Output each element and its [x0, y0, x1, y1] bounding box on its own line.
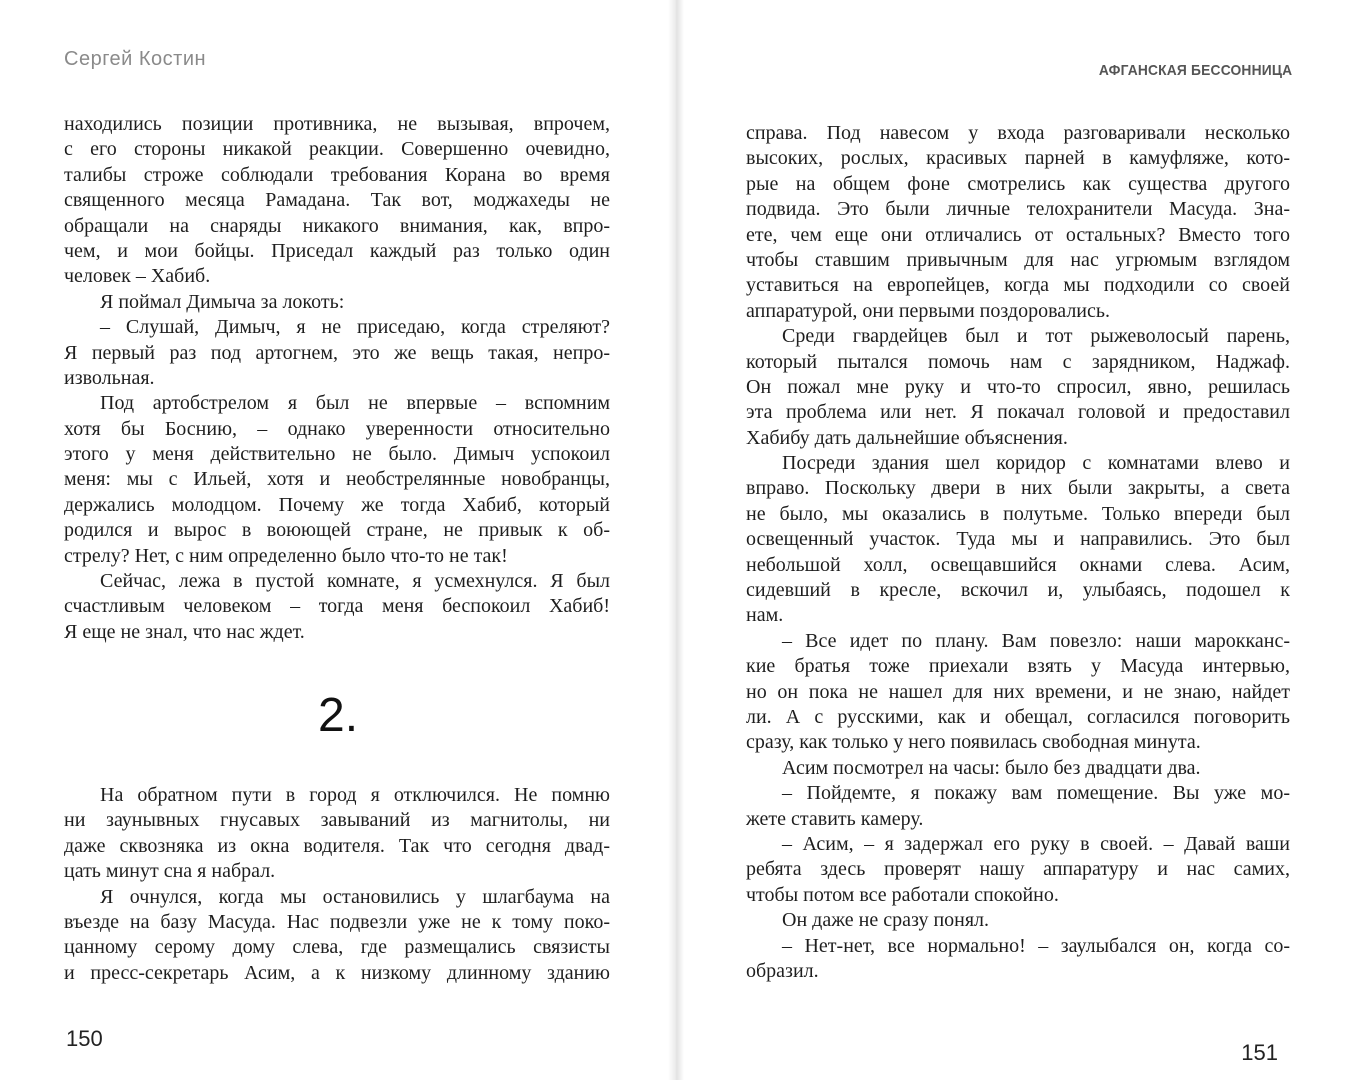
text-line: Посреди здания шел коридор с комнатами влево и	[782, 452, 1290, 475]
text-line: Он пожал мне руку и что-то спросил, явно, решилась	[746, 375, 1290, 398]
text-line: но он пока не нашел для них времени, и не знаю, найдет	[746, 680, 1290, 703]
text-line: На обратном пути в город я отключился. Не помню	[100, 784, 610, 806]
text-line: сидевший в кресле, вскочил и, улыбаясь, подошел к	[746, 579, 1290, 602]
text-line: ете, чем еще они отличались от остальных? Вместо того	[746, 223, 1290, 246]
text-line: въезде на базу Масуда. Нас подвезли уже не к тому поко-	[64, 910, 610, 933]
text-line: небольшой холл, освещавшийся окнами слева. Асим,	[746, 553, 1290, 576]
text-line: Хабибу дать дальнейшие объяснения.	[746, 426, 1068, 449]
text-line: эта проблема или нет. Я покачал головой и предоставил	[746, 401, 1290, 424]
text-line: жете ставить камеру.	[746, 807, 924, 830]
text-line: – Все идет по плану. Вам повезло: наши марокканс-	[782, 629, 1290, 652]
right-page	[684, 0, 1352, 1080]
text-line: который пытался помочь нам с зарядником, Наджаф.	[746, 350, 1290, 373]
text-line: аппаратурой, они первыми поздоровались.	[746, 299, 1110, 322]
text-line: подвида. Это были личные телохранители Масуда. Зна-	[746, 198, 1290, 221]
text-line: Среди гвардейцев был и тот рыжеволосый парень,	[782, 325, 1290, 348]
text-line: и пресс-секретарь Асим, а к низкому длинному зданию	[64, 961, 610, 984]
text-line: цать минут сна я набрал.	[64, 860, 276, 883]
text-line: Я очнулся, когда мы остановились у шлагбаума на	[100, 885, 610, 908]
text-line: цанному серому дому слева, где размещались связисты	[64, 936, 610, 959]
text-line: рые на общем фоне смотрелись как существа другого	[746, 172, 1290, 195]
text-line: находились позиции противника, не вызывая, впрочем,	[64, 113, 610, 135]
text-line: Он даже не сразу понял.	[782, 909, 990, 932]
running-head-author: Сергей Костин	[64, 48, 207, 70]
text-line: кие братья тоже приехали взять у Масуда интервью,	[746, 655, 1290, 678]
text-line: чем, и мои бойцы. Приседал каждый раз только один	[64, 239, 610, 262]
text-line: священного месяца Рамадана. Так вот, моджахеды не	[64, 189, 610, 212]
text-line: Сейчас, лежа в пустой комнате, я усмехнулся. Я был	[100, 570, 610, 593]
text-line: чтобы ставшим привычным для нас угрюмым взглядом	[746, 248, 1290, 271]
text-line: ребята здесь проверят нашу аппаратуру и нас самих,	[746, 858, 1290, 881]
text-line: Под артобстрелом я был не впервые – вспомним	[100, 392, 610, 415]
text-line: человек – Хабиб.	[64, 265, 211, 288]
book-gutter	[668, 0, 684, 1080]
page-number-left: 150	[66, 1026, 103, 1051]
text-line: извольная.	[64, 366, 155, 389]
page-number-right: 151	[1241, 1040, 1278, 1065]
text-line: стрелу? Нет, с ним определенно было что-то не так!	[64, 544, 508, 567]
text-line: справа. Под навесом у входа разговаривали несколько	[746, 122, 1290, 144]
right-text	[746, 121, 1290, 984]
text-line: ни заунывных гнусавых завываний из магнитолы, ни	[64, 809, 610, 832]
text-line: родился и вырос в воюющей стране, не привык к об-	[64, 519, 610, 542]
text-line: держались молодцом. Почему же тогда Хабиб, который	[64, 493, 610, 516]
text-line: хотя бы Боснию, – однако уверенности относительно	[64, 417, 610, 440]
text-line: не было, мы оказались в полутьме. Только впереди был	[746, 502, 1290, 525]
text-line: талибы строже соблюдали требования Корана во время	[64, 163, 610, 186]
text-line: с его стороны никакой реакции. Совершенно очевидно,	[64, 138, 610, 161]
text-line: высоких, рослых, красивых парней в камуфляже, кото-	[746, 147, 1290, 170]
left-text-after-chapter	[64, 783, 610, 986]
text-line: счастливым человеком – тогда меня беспокоил Хабиб!	[64, 595, 610, 618]
left-text-before-chapter	[64, 112, 610, 645]
text-line: Я первый раз под артогнем, это же вещь такая, непро-	[64, 341, 610, 364]
text-line: – Слушай, Димыч, я не приседаю, когда стреляют?	[100, 316, 610, 339]
text-line: Я еще не знал, что нас ждет.	[64, 620, 305, 643]
running-head-title: АФГАНСКАЯ БЕССОННИЦА	[1098, 62, 1292, 79]
text-line: вправо. Поскольку двери в них были закрыты, а света	[746, 477, 1290, 500]
text-line: обращали на снаряды никакого внимания, как, впро-	[64, 214, 610, 237]
text-line: нам.	[746, 604, 784, 627]
text-line: освещенный участок. Туда мы и направились. Это был	[746, 528, 1290, 551]
text-line: этого у меня действительно не было. Димыч успокоил	[64, 443, 610, 466]
text-line: уставиться на европейцев, когда мы подходили со своей	[746, 274, 1290, 297]
chapter-number: 2.	[318, 689, 359, 742]
text-line: Я поймал Димыча за локоть:	[100, 290, 345, 313]
text-line: – Асим, – я задержал его руку в своей. – Давай ваши	[782, 832, 1290, 855]
left-page	[0, 0, 668, 1080]
text-line: ли. А с русскими, как и обещал, согласился поговорить	[746, 705, 1290, 728]
text-line: чтобы потом все работали спокойно.	[746, 883, 1059, 906]
text-line: образил.	[746, 959, 819, 982]
text-line: даже сквозняка из окна водителя. Так что сегодня двад-	[64, 834, 610, 857]
text-line: – Пойдемте, я покажу вам помещение. Вы уже мо-	[782, 782, 1290, 805]
text-line: – Нет-нет, все нормально! – заулыбался он, когда со-	[782, 934, 1290, 957]
text-line: меня: мы с Ильей, хотя и необстрелянные новобранцы,	[64, 468, 610, 491]
text-line: Асим посмотрел на часы: было без двадцати два.	[782, 756, 1201, 779]
text-line: сразу, как только у него появилась свободная минута.	[746, 731, 1201, 754]
